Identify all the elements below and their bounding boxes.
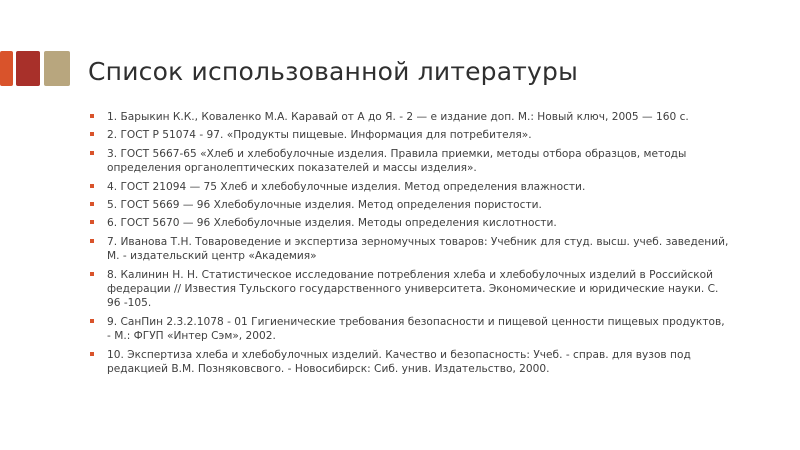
reference-item bbox=[90, 198, 730, 212]
reference-item bbox=[90, 110, 730, 124]
reference-item bbox=[90, 235, 730, 264]
bullet-icon bbox=[90, 319, 94, 323]
bullet-icon bbox=[90, 132, 94, 136]
accent-bar-tan bbox=[44, 51, 70, 86]
bullet-icon bbox=[90, 114, 94, 118]
reference-list bbox=[90, 110, 730, 381]
bullet-icon bbox=[90, 220, 94, 224]
accent-bar-orange bbox=[0, 51, 13, 86]
reference-text: 6. ГОСТ 5670 — 96 Хлебобулочные изделия. Методы определения кислотности. bbox=[107, 217, 557, 230]
bullet-icon bbox=[90, 352, 94, 356]
reference-text: 1. Барыкин К.К., Коваленко М.А. Каравай от А до Я. - 2 — е издание доп. М.: Новый ключ, 2005 — 160 с. bbox=[107, 111, 689, 123]
reference-text: 8. Калинин Н. Н. Статистическое исследование потребления хлеба и хлебобулочных изделий в Российской федерации // Известия Тульского государственного университета. Экономические и юридические науки. С. 96 -105. bbox=[107, 268, 719, 310]
reference-item bbox=[90, 315, 730, 344]
reference-text: 9. СанПин 2.3.2.1078 - 01 Гигиенические требования безопасности и пищевой ценности пищевых продуктов, - М.: ФГУП «Интер Сэм», 2002. bbox=[107, 315, 725, 343]
reference-item bbox=[90, 128, 730, 142]
reference-text: 2. ГОСТ Р 51074 - 97. «Продукты пищевые. Информация для потребителя». bbox=[107, 129, 532, 142]
bullet-icon bbox=[90, 272, 94, 276]
reference-item bbox=[90, 348, 730, 377]
reference-item bbox=[90, 268, 730, 311]
reference-text: 4. ГОСТ 21094 — 75 Хлеб и хлебобулочные изделия. Метод определения влажности. bbox=[107, 180, 586, 193]
reference-text: 5. ГОСТ 5669 — 96 Хлебобулочные изделия. Метод определения пористости. bbox=[107, 199, 542, 212]
accent-bar-red bbox=[16, 51, 40, 86]
reference-text: 7. Иванова Т.Н. Товароведение и экспертиза зерномучных товаров: Учебник для студ. высш. учеб. заведений, М. - издательский центр «Академия» bbox=[107, 235, 729, 263]
reference-item bbox=[90, 216, 730, 230]
reference-item bbox=[90, 147, 730, 176]
slide-title: Список использованной литературы bbox=[88, 57, 579, 86]
reference-text: 10. Экспертиза хлеба и хлебобулочных изделий. Качество и безопасность: Учеб. - справ. для вузов под редакцией В.М. Позняковсвого. - Новосибирск: Сиб. унив. Издательство, 2000. bbox=[107, 348, 691, 376]
bullet-icon bbox=[90, 184, 94, 188]
bullet-icon bbox=[90, 239, 94, 243]
reference-item bbox=[90, 180, 730, 194]
reference-text: 3. ГОСТ 5667-65 «Хлеб и хлебобулочные изделия. Правила приемки, методы отбора образцов, методы определения органолептических показателей и массы изделия». bbox=[107, 147, 687, 175]
bullet-icon bbox=[90, 202, 94, 206]
bullet-icon bbox=[90, 151, 94, 155]
